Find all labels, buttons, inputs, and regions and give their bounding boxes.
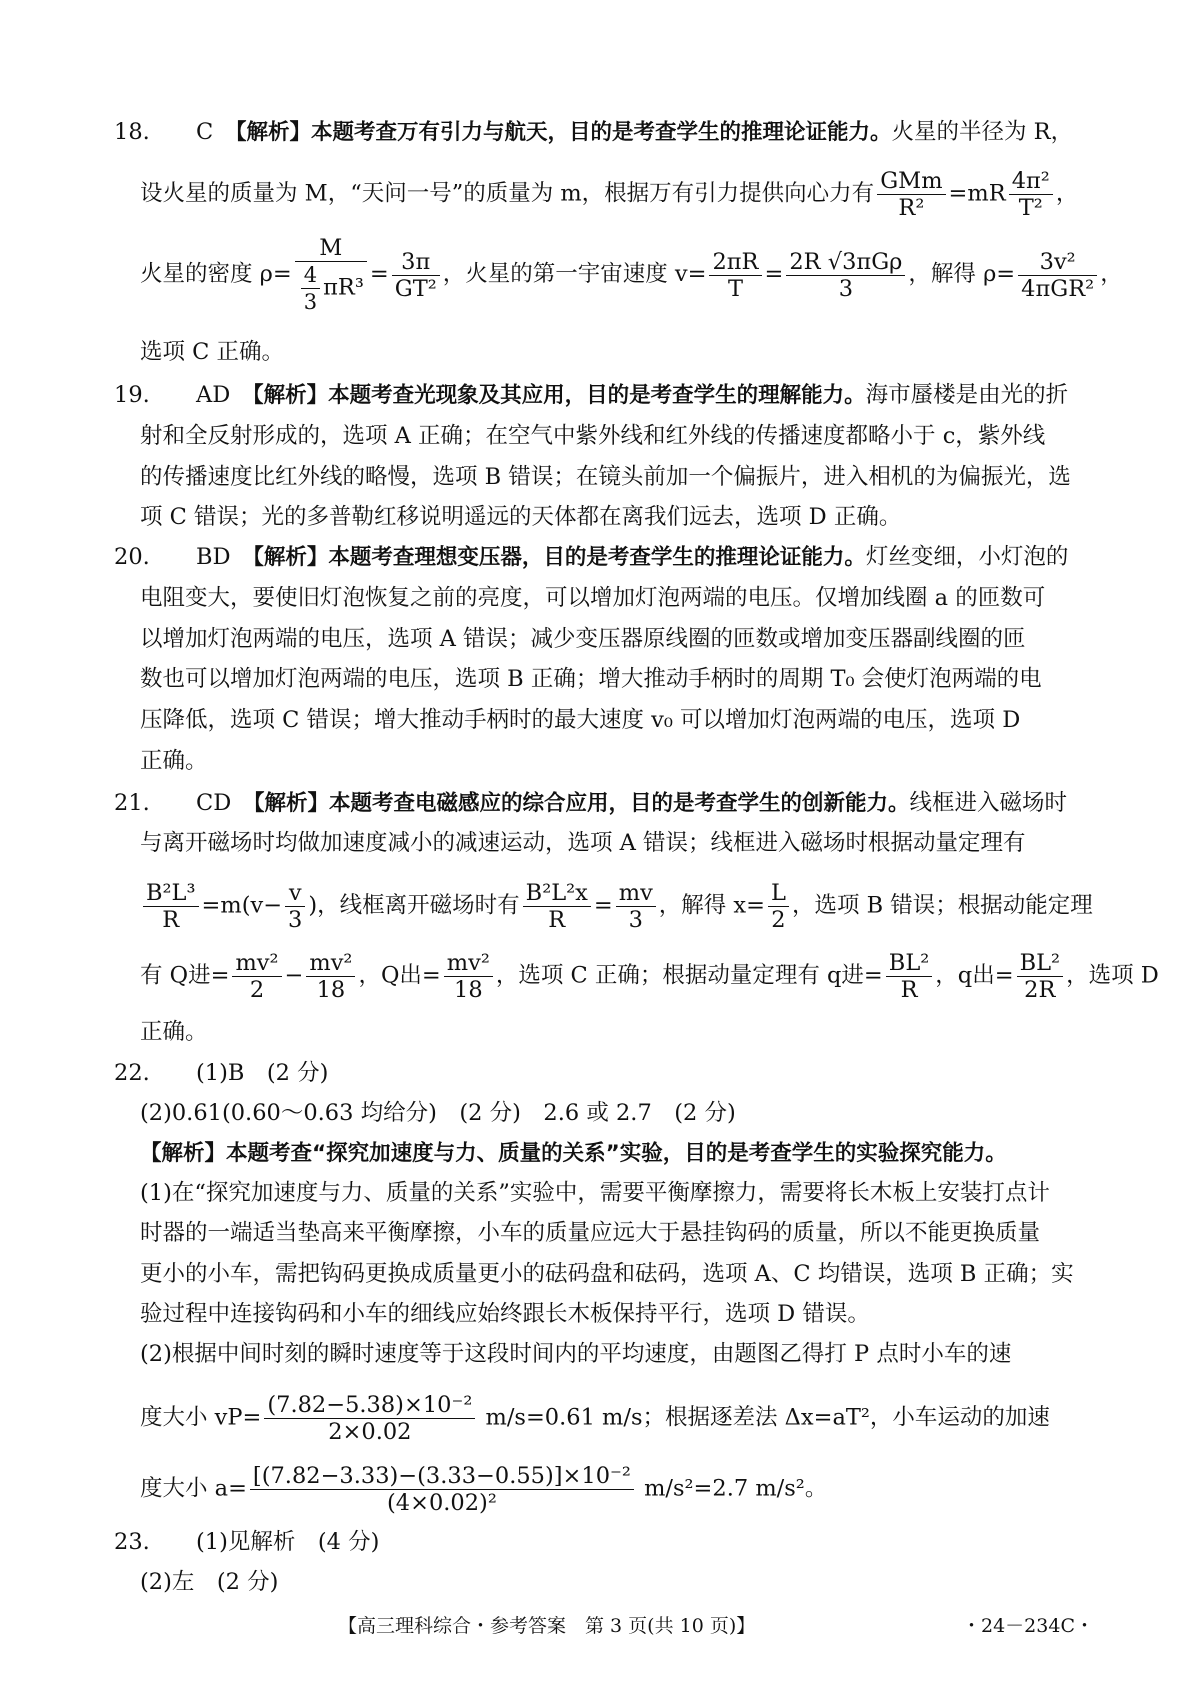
text-run: ，选项 B 错误；根据动能定理 [791, 892, 1093, 919]
text-run: 正确。 [140, 748, 208, 774]
q22-line-6 [140, 1259, 1074, 1289]
numerator: (7.82−5.38)×10⁻² [264, 1392, 475, 1419]
q23-line-1 [114, 1527, 379, 1557]
text-run: 压降低，选项 C 错误；增大推动手柄时的最大速度 v₀ 可以增加灯泡两端的电压，选项 D [140, 707, 1021, 733]
numerator: mv² [444, 950, 493, 977]
text-run: ，选项 D [1066, 962, 1159, 989]
q18-line-3 [140, 235, 1123, 315]
fraction [523, 880, 591, 933]
question-number: 22. [114, 1060, 150, 1086]
q21-line-3 [140, 880, 1093, 933]
text-run: 火星的半径为 R， [891, 119, 1074, 145]
text-run: ， [1055, 180, 1079, 207]
denominator: 18 [454, 977, 483, 1003]
text-run: 正确。 [140, 1019, 208, 1045]
q22-line-3 [140, 1138, 1007, 1169]
q20-line-1 [114, 542, 1068, 573]
denominator: 3 [628, 907, 643, 933]
text-run: 电阻变大，要使旧灯泡恢复之前的亮度，可以增加灯泡两端的电压。仅增加线圈 a 的匝数可 [140, 585, 1046, 611]
fraction [709, 249, 761, 302]
denominator: 3 [838, 275, 854, 302]
fraction [285, 880, 305, 933]
text-run: = [369, 261, 389, 287]
text-run: ， [1100, 261, 1123, 287]
q19-line-3 [140, 462, 1071, 492]
text-run: 验过程中连接钩码和小车的细线应始终跟长木板保持平行，选项 D 错误。 [140, 1301, 870, 1327]
text-run: 数也可以增加灯泡两端的电压，选项 B 正确；增大推动手柄时的周期 T₀ 会使灯泡两端的电 [140, 666, 1042, 692]
q20-line-2 [140, 583, 1045, 613]
denominator: T² [1018, 195, 1043, 221]
fraction [143, 880, 199, 933]
numerator: L [768, 880, 789, 907]
q20-line-4 [140, 664, 1042, 694]
numerator: BL² [1017, 950, 1064, 977]
answer-letter: AD [196, 382, 231, 408]
q22-line-7 [140, 1299, 870, 1329]
numerator: mv² [232, 950, 281, 977]
analysis-heading: 【解析】本题考查万有引力与航天，目的是考查学生的推理论证能力。 [235, 120, 892, 145]
answer-text: (2)0.61(0.60～0.63 均给分) (2 分) 2.6 或 2.7 (2 分) [140, 1100, 736, 1126]
fraction [786, 249, 905, 302]
text-run: 灯丝变细，小灯泡的 [865, 544, 1069, 570]
numerator: GMm [877, 168, 945, 195]
text-run: ，Q出= [358, 962, 441, 989]
denominator: R² [898, 195, 925, 221]
q19-line-2 [140, 421, 1045, 451]
numerator: 3π [392, 249, 440, 276]
q23-line-2 [140, 1567, 278, 1597]
fraction [250, 1463, 634, 1516]
numerator: 2πR [709, 249, 761, 276]
fraction [306, 950, 355, 1003]
denominator: 3 [288, 907, 303, 933]
text-run: 火星的密度 ρ= [140, 261, 292, 287]
text-run: 以增加灯泡两端的电压，选项 A 错误；减少变压器原线圈的匝数或增加变压器副线圈的匝 [140, 626, 1026, 652]
text-run: =m(v− [201, 892, 283, 919]
q22-line-2 [140, 1098, 736, 1128]
answer-letter: C [196, 119, 214, 145]
fraction [264, 1392, 475, 1445]
analysis-heading: 【解析】本题考查理想变压器，目的是考查学生的推理论证能力。 [253, 545, 866, 570]
text-run: 的传播速度比红外线的略慢，选项 B 错误；在镜头前加一个偏振片，进入相机的为偏振光，选 [140, 464, 1071, 490]
text-run: ，选项 C 正确；根据动量定理有 q进= [495, 962, 883, 989]
answer-text: (1)B (2 分) [196, 1060, 329, 1086]
footer-code: ・24－234C・ [962, 1615, 1094, 1637]
fraction [1018, 249, 1097, 302]
analysis-heading: 【解析】本题考查“探究加速度与力、质量的关系”实验，目的是考查学生的实验探究能力。 [140, 1141, 1007, 1166]
answer-letter: BD [196, 544, 231, 570]
fraction [295, 235, 367, 315]
denominator: 2R [1024, 977, 1056, 1003]
q19-line-4 [140, 502, 901, 532]
denominator [295, 262, 367, 315]
q21-line-2 [140, 828, 1026, 858]
fraction [768, 880, 789, 933]
text-run: 海市蜃楼是由光的折 [865, 382, 1069, 408]
answer-text: (2)左 (2 分) [140, 1569, 279, 1595]
denominator: (4×0.02)² [387, 1490, 497, 1516]
text-run: 线框进入磁场时 [909, 790, 1068, 816]
text-run: 度大小 vP= [140, 1404, 262, 1431]
denominator: GT² [394, 275, 437, 302]
text-run: = [593, 892, 613, 919]
text-run: 更小的小车，需把钩码更换成质量更小的砝码盘和砝码，选项 A、C 均错误，选项 B 正确；实 [140, 1261, 1074, 1287]
denominator: 18 [316, 977, 346, 1003]
text-run: 有 Q进= [140, 962, 230, 989]
text-run: 时器的一端适当垫高来平衡摩擦，小车的质量应远大于悬挂钩码的质量，所以不能更换质量 [140, 1220, 1041, 1246]
text-run: − [284, 962, 304, 989]
numerator: B²L³ [143, 880, 199, 907]
fraction [886, 950, 933, 1003]
text-run: (2)根据中间时刻的瞬时速度等于这段时间内的平均速度，由题图乙得打 P 点时小车的速 [140, 1341, 1012, 1367]
analysis-heading: 【解析】本题考查光现象及其应用，目的是考查学生的理解能力。 [252, 383, 866, 408]
q18-line-4 [140, 337, 284, 367]
fraction [444, 950, 493, 1003]
text-run: 射和全反射形成的，选项 A 正确；在空气中紫外线和红外线的传播速度都略小于 c，紫外线 [140, 423, 1046, 449]
text-run: ，解得 ρ= [908, 261, 1016, 287]
question-number: 19. [114, 382, 150, 408]
q22-line-1 [114, 1058, 328, 1088]
denominator: R [162, 907, 180, 933]
text-run: πR³ [323, 274, 364, 301]
text-run: 项 C 错误；光的多普勒红移说明遥远的天体都在离我们远去，选项 D 正确。 [140, 504, 902, 530]
text-run: )，线框离开磁场时有 [308, 892, 520, 919]
text-run: = [764, 261, 784, 287]
q20-line-5 [140, 705, 1020, 735]
numerator: v [285, 880, 305, 907]
text-run: 设火星的质量为 M，“天问一号”的质量为 m，根据万有引力提供向心力有 [140, 180, 875, 207]
q20-line-6 [140, 746, 208, 776]
q22-line-5 [140, 1218, 1040, 1248]
text-run: ，解得 x= [658, 892, 765, 919]
denominator: 2 [771, 907, 786, 933]
text-run: m/s=0.61 m/s；根据逐差法 Δx=aT²，小车运动的加速 [478, 1404, 1050, 1431]
numerator: 2R √3πGρ [786, 249, 905, 276]
q19-line-1 [114, 380, 1068, 411]
fraction [616, 880, 656, 933]
denominator: R [548, 907, 566, 933]
q20-line-3 [140, 624, 1026, 654]
fraction [1017, 950, 1064, 1003]
footer-title: 【高三理科综合・参考答案 第 3 页(共 10 页)】 [338, 1615, 756, 1637]
q21-line-4 [140, 950, 1159, 1003]
fraction [232, 950, 281, 1003]
text-run: ，q出= [935, 962, 1014, 989]
q21-line-1 [114, 788, 1067, 819]
text-run: 与离开磁场时均做加速度减小的减速运动，选项 A 错误；线框进入磁场时根据动量定理有 [140, 830, 1026, 856]
fraction [392, 249, 440, 302]
q22-line-4 [140, 1178, 1050, 1208]
question-number: 20. [114, 544, 150, 570]
numerator: M [295, 235, 367, 262]
answer-letter: CD [196, 790, 232, 816]
text-run: =mR [948, 180, 1006, 207]
text-run: m/s²=2.7 m/s²。 [636, 1475, 828, 1502]
q22-line-8 [140, 1339, 1011, 1369]
q21-line-5 [140, 1017, 208, 1047]
q22-line-10 [140, 1463, 827, 1516]
denominator: 2 [249, 977, 265, 1003]
numerator: B²L²x [523, 880, 591, 907]
q22-line-9 [140, 1392, 1050, 1445]
denominator: 3 [303, 290, 318, 314]
fraction [1009, 168, 1053, 221]
text-run: (1)在“探究加速度与力、质量的关系”实验中，需要平衡摩擦力，需要将长木板上安装打点计 [140, 1180, 1050, 1206]
denominator: 2×0.02 [328, 1419, 412, 1445]
question-number: 23. [114, 1529, 150, 1555]
numerator: 4 [301, 262, 320, 289]
question-number: 21. [114, 790, 150, 816]
text-run: 选项 C 正确。 [140, 339, 285, 365]
text-run: 度大小 a= [140, 1475, 247, 1502]
denominator: 4πGR² [1021, 275, 1095, 302]
denominator: T [727, 275, 743, 302]
fraction [301, 262, 320, 315]
q18-line-2 [140, 168, 1078, 221]
denominator: R [900, 977, 918, 1003]
text-run: ，火星的第一宇宙速度 v= [442, 261, 707, 287]
numerator: mv [616, 880, 656, 907]
numerator: BL² [886, 950, 933, 977]
fraction [877, 168, 945, 221]
numerator: 4π² [1009, 168, 1053, 195]
numerator: 3v² [1018, 249, 1097, 276]
numerator: mv² [306, 950, 355, 977]
q18-line-1 [114, 117, 1073, 148]
numerator: [(7.82−3.33)−(3.33−0.55)]×10⁻² [250, 1463, 634, 1490]
answer-text: (1)见解析 (4 分) [196, 1529, 380, 1555]
analysis-heading: 【解析】本题考查电磁感应的综合应用，目的是考查学生的创新能力。 [253, 791, 910, 816]
question-number: 18. [114, 119, 150, 145]
